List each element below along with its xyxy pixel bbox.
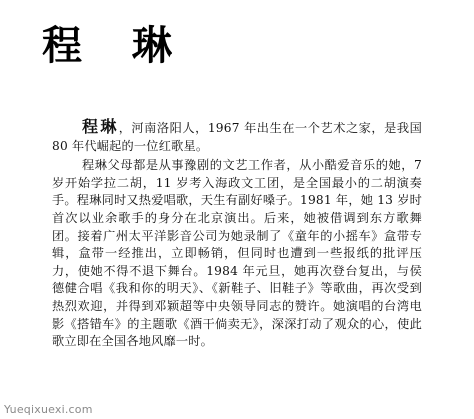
page-title: 程 琳 <box>42 23 190 69</box>
article-body <box>52 118 422 351</box>
paragraph-intro <box>52 118 422 155</box>
paragraph-intro-text: ，河南洛阳人，1967 年出生在一个艺术之家，是我国 80 年代崛起的一位红歌星。 <box>52 121 422 153</box>
watermark: Yueqixuexi.com <box>4 403 93 416</box>
name-lead: 程琳 <box>82 117 119 136</box>
paragraph-biography: 程琳父母都是从事豫剧的文艺工作者，从小酷爱音乐的她，7 岁开始学拉二胡，11 岁考入海政文工团，是全国最小的二胡演奏手。程琳同时又热爱唱歌，天生有副好嗓子。1981 年，她 13 岁时首次以业余歌手的身分在北京演出。后来，她被借调到东方歌舞团。接着广州太平洋影音公司为她录制了《童年的小摇车》盒带专辑，盒带一经推出，立即畅销，但同时也遭到一些报纸的批评压力，使她不得不退下舞台。1984 年元旦，她再次登台复出，与侯德健合唱《我和你的明天》、《新鞋子、旧鞋子》等歌曲，再次受到热烈欢迎，并得到邓颖超等中央领导同志的赞许。她演唱的台湾电影《搭错车》的主题歌《酒干倘卖无》，深深打动了观众的心，使此歌立即在全国各地风靡一时。 <box>52 158 422 349</box>
